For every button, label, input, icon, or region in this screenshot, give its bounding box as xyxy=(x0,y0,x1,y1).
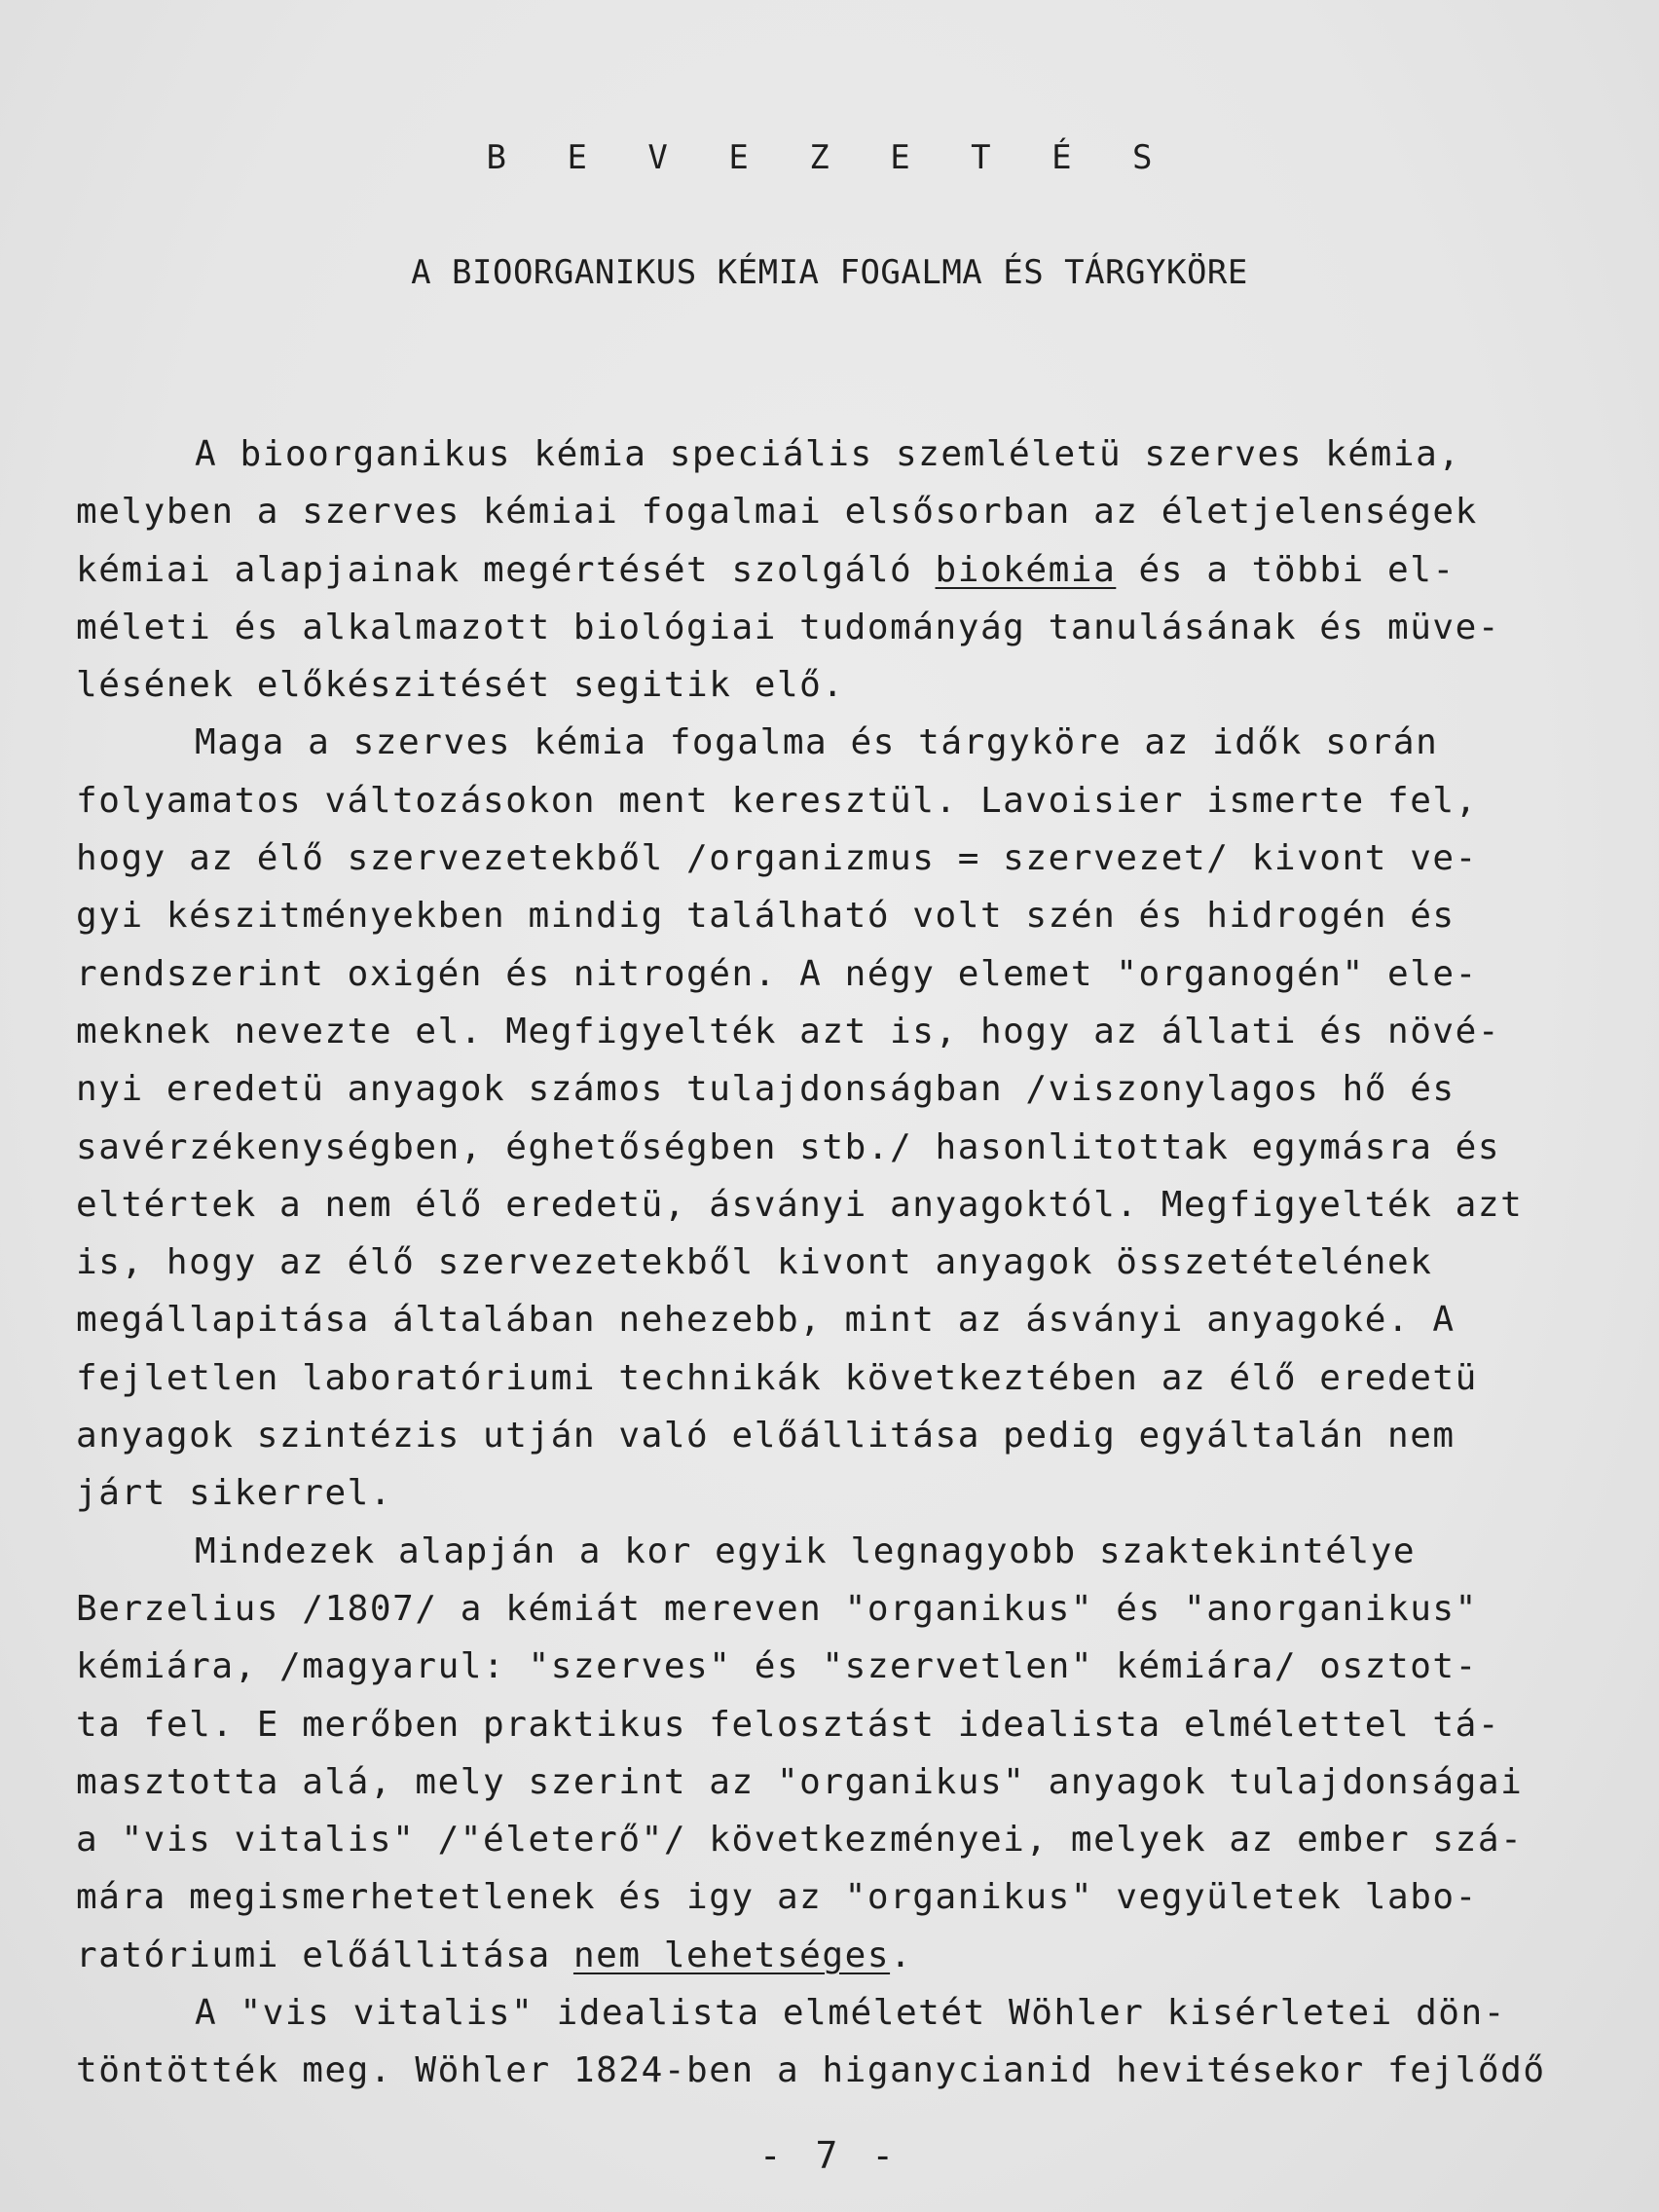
chapter-heading: B E V E Z E T É S xyxy=(486,138,1173,177)
paragraph-3 xyxy=(76,1523,1624,1984)
text-line: járt sikerrel. xyxy=(76,1473,393,1514)
underlined-phrase-nem-lehetseges: nem lehetséges xyxy=(572,1935,891,1975)
paragraph-4 xyxy=(76,1984,1624,2100)
text-line: folyamatos változásokon ment keresztül. Lavoisier ismerte fel, xyxy=(76,780,1478,821)
text-line: ta fel. E merőben praktikus felosztást idealista elmélettel tá- xyxy=(76,1704,1501,1745)
text-line: mára megismerhetetlenek és igy az "organikus" vegyületek labo- xyxy=(76,1877,1478,1918)
text-line: gyi készitményekben mindig található volt szén és hidrogén és xyxy=(76,896,1456,937)
body-text xyxy=(76,425,1624,2100)
text-line: kémiai alapjainak megértését szolgáló biokémia és a többi el- xyxy=(76,549,1456,590)
text-line: is, hogy az élő szervezetekből kivont anyagok összetételének xyxy=(76,1242,1433,1283)
text-line: Maga a szerves kémia fogalma és tárgyköre az idők során xyxy=(195,722,1439,763)
text-line: a "vis vitalis" /"életerő"/ következményei, melyek az ember szá- xyxy=(76,1820,1524,1861)
text-line: lésének előkészitését segitik elő. xyxy=(76,665,845,706)
text-line: kémiára, /magyarul: "szerves" és "szervetlen" kémiára/ osztot- xyxy=(76,1646,1478,1687)
page-number: - 7 - xyxy=(758,2134,901,2177)
text-line: eltértek a nem élő eredetü, ásványi anyagoktól. Megfigyelték azt xyxy=(76,1184,1524,1225)
text-line: töntötték meg. Wöhler 1824-ben a higanycianid hevitésekor fejlődő xyxy=(76,2050,1546,2091)
paragraph-2 xyxy=(76,714,1624,1522)
text-line: Mindezek alapján a kor egyik legnagyobb szaktekintélye xyxy=(195,1530,1417,1571)
text-line: anyagok szintézis utján való előállitása pedig egyáltalán nem xyxy=(76,1416,1456,1456)
text-line: rendszerint oxigén és nitrogén. A négy elemet "organogén" ele- xyxy=(76,953,1478,994)
chapter-subtitle: A BIOORGANIKUS KÉMIA FOGALMA ÉS TÁRGYKÖRE xyxy=(411,253,1248,292)
text-line: savérzékenységben, éghetőségben stb./ hasonlitottak egymásra és xyxy=(76,1126,1501,1167)
text-line: nyi eredetü anyagok számos tulajdonságban /viszonylagos hő és xyxy=(76,1069,1456,1110)
text-line: A bioorganikus kémia speciális szemléletü szerves kémia, xyxy=(195,434,1461,474)
text-line: A "vis vitalis" idealista elméletét Wöhler kisérletei dön- xyxy=(195,1993,1506,2034)
text-line: hogy az élő szervezetekből /organizmus = szervezet/ kivont ve- xyxy=(76,838,1478,879)
text-line: fejletlen laboratóriumi technikák következtében az élő eredetü xyxy=(76,1357,1478,1398)
text-line: masztotta alá, mely szerint az "organikus" anyagok tulajdonságai xyxy=(76,1761,1524,1802)
text-line: meknek nevezte el. Megfigyelték azt is, hogy az állati és növé- xyxy=(76,1011,1501,1051)
text-line: megállapitása általában nehezebb, mint az ásványi anyagoké. A xyxy=(76,1300,1456,1341)
text-line: melyben a szerves kémiai fogalmai elsősorban az életjelenségek xyxy=(76,492,1478,533)
paragraph-1 xyxy=(76,425,1624,714)
text-line: méleti és alkalmazott biológiai tudományág tanulásának és müve- xyxy=(76,607,1501,647)
text-line: Berzelius /1807/ a kémiát mereven "organikus" és "anorganikus" xyxy=(76,1588,1478,1629)
underlined-term-biokemia: biokémia xyxy=(935,549,1117,590)
text-line: ratóriumi előállitása nem lehetséges. xyxy=(76,1935,913,1975)
